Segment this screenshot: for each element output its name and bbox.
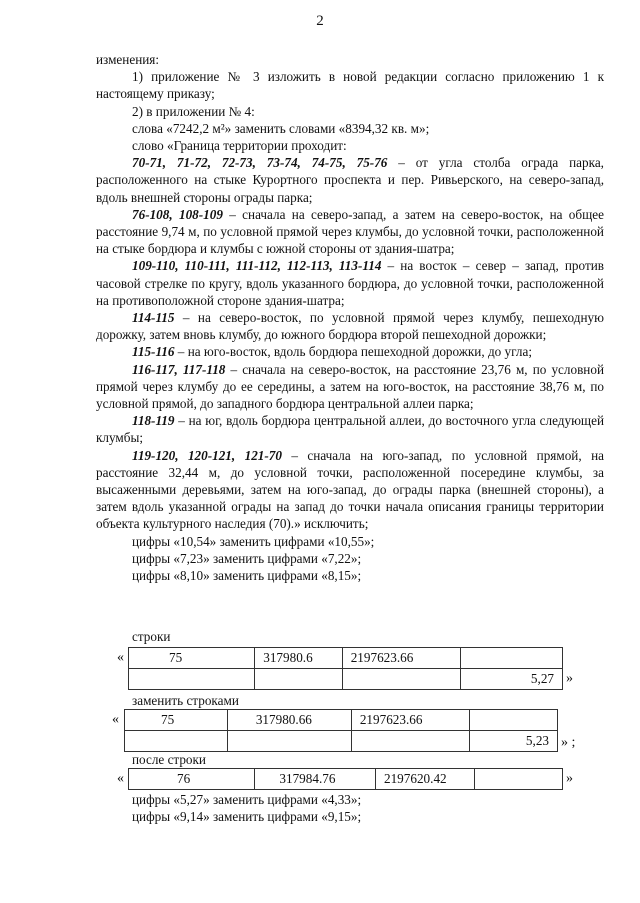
coordinates-table [128,768,563,790]
paragraph: цифры «9,14» заменить цифрами «9,15»; [132,809,362,824]
segment-points: 119-120, 120-121, 121-70 [132,447,282,463]
boundary-segment [96,361,604,413]
table-cell: 317984.76 [255,769,376,790]
boundary-segment [96,257,604,309]
paragraph: 2) в приложении № 4: [132,103,255,119]
segment-points: 116-117, 117-118 [132,361,226,377]
table-cell [351,731,469,752]
table-cell [125,731,228,752]
boundary-segment [96,154,604,206]
table-row [125,731,558,752]
table-cell: 317980.66 [227,710,351,731]
segment-text: – сначала на юго-запад, по условной прямой, на расстояние 32,44 м, до условной точки, расположенной посередине клумбы, за высаженными деревьями, затем на юго-запад, до ограды парка (внешней стороны), а затем вдоль указанной ограды на запад до точки начала описания границы территории объекта культурного наследия (70).» исключить; [96,447,604,532]
table-cell [129,669,255,690]
page-number: 2 [316,13,324,29]
table-cell: 75 [125,710,228,731]
segment-text: – сначала на северо-восток, на расстояние 23,76 м, по условной прямой через клумбу до ее середины, а затем на юго-восток, на расстояние 38,76 м, по условной прямой, до западного бордюра центральной аллеи парка; [96,361,605,412]
close-quote: » [566,671,573,686]
table-row [129,769,563,790]
boundary-segment [96,412,604,446]
table-cell [342,669,461,690]
segment-points: 76-108, 108-109 [132,206,223,222]
segment-text: – на северо-восток, по условной прямой через клумбу, пешеходную дорожку, затем вновь клумбу, до южного бордюра второй пешеходной дорожки; [96,310,604,343]
paragraph: 1) приложение № 3 изложить в новой редакции согласно приложению 1 к настоящему приказу; [96,69,604,102]
segment-text: – на восток – север – запад, против часовой стрелке по кругу, вдоль указанного бордюра, до условной точки, расположенной на противоположной стороне здания-шатра; [96,258,604,308]
segment-points: 109-110, 110-111, 111-112, 112-113, 113-114 [132,258,382,274]
paragraph: изменения: [96,52,160,67]
table-row [125,710,558,731]
document-body [96,51,604,584]
table-cell: 76 [129,769,255,790]
table-cell: 2197623.66 [342,648,461,669]
segment-text: – сначала на северо-запад, а затем на северо-восток, на общее расстояние 9,74 м, по условной прямой через клумбы, до условной точки, расположенной на стыке бордюра и клумбы с южной стороны от здания-шатра; [96,206,604,257]
paragraph: цифры «10,54» заменить цифрами «10,55»; [132,533,375,549]
open-quote: « [117,771,124,786]
segment-text: – от угла столба ограда парка, расположенного на стыке Курортного проспекта и пер. Ривьерского, на северо-запад, вдоль внешней стороны ограды парка; [96,155,604,205]
table-row [129,669,563,690]
boundary-segment [96,447,604,533]
boundary-segment [96,206,604,258]
table-cell: 317980.6 [255,648,342,669]
table-cell [255,669,342,690]
table-cell: 5,23 [470,731,558,752]
table-cell [470,710,558,731]
table-cell: 2197620.42 [375,769,474,790]
paragraph: слова «7242,2 м²» заменить словами «8394,32 кв. м»; [132,120,430,136]
segment-points: 114-115 [132,310,175,326]
segment-points: 118-119 [132,413,175,429]
table-cell: 75 [129,648,255,669]
table-cell [474,769,562,790]
close-quote: » ; [561,735,576,750]
paragraph: цифры «5,27» заменить цифрами «4,33»; [132,792,362,807]
table-caption: строки [132,629,171,644]
coordinates-table [128,647,563,690]
open-quote: « [117,650,124,665]
paragraph: цифры «8,10» заменить цифрами «8,15»; [132,568,362,584]
table-caption: после строки [132,752,206,767]
table-cell: 2197623.66 [351,710,469,731]
segment-text: – на юго-восток, вдоль бордюра пешеходной дорожки, до угла; [174,344,532,360]
close-quote: » [566,771,573,786]
table-caption: заменить строками [132,693,239,708]
coordinates-table [124,709,558,752]
boundary-segment [96,343,604,360]
open-quote: « [112,712,119,727]
segment-text: – на юг, вдоль бордюра центральной аллеи, до восточного угла следующей клумбы; [96,413,604,446]
paragraph: слово «Граница территории проходит: [132,138,347,154]
segment-points: 115-116 [132,344,175,360]
table-cell [227,731,351,752]
table-cell: 5,27 [461,669,563,690]
boundary-segment [96,309,604,343]
table-cell [461,648,563,669]
segment-points: 70-71, 71-72, 72-73, 73-74, 74-75, 75-76 [132,155,388,171]
paragraph: цифры «7,23» заменить цифрами «7,22»; [132,550,362,566]
table-row [129,648,563,669]
